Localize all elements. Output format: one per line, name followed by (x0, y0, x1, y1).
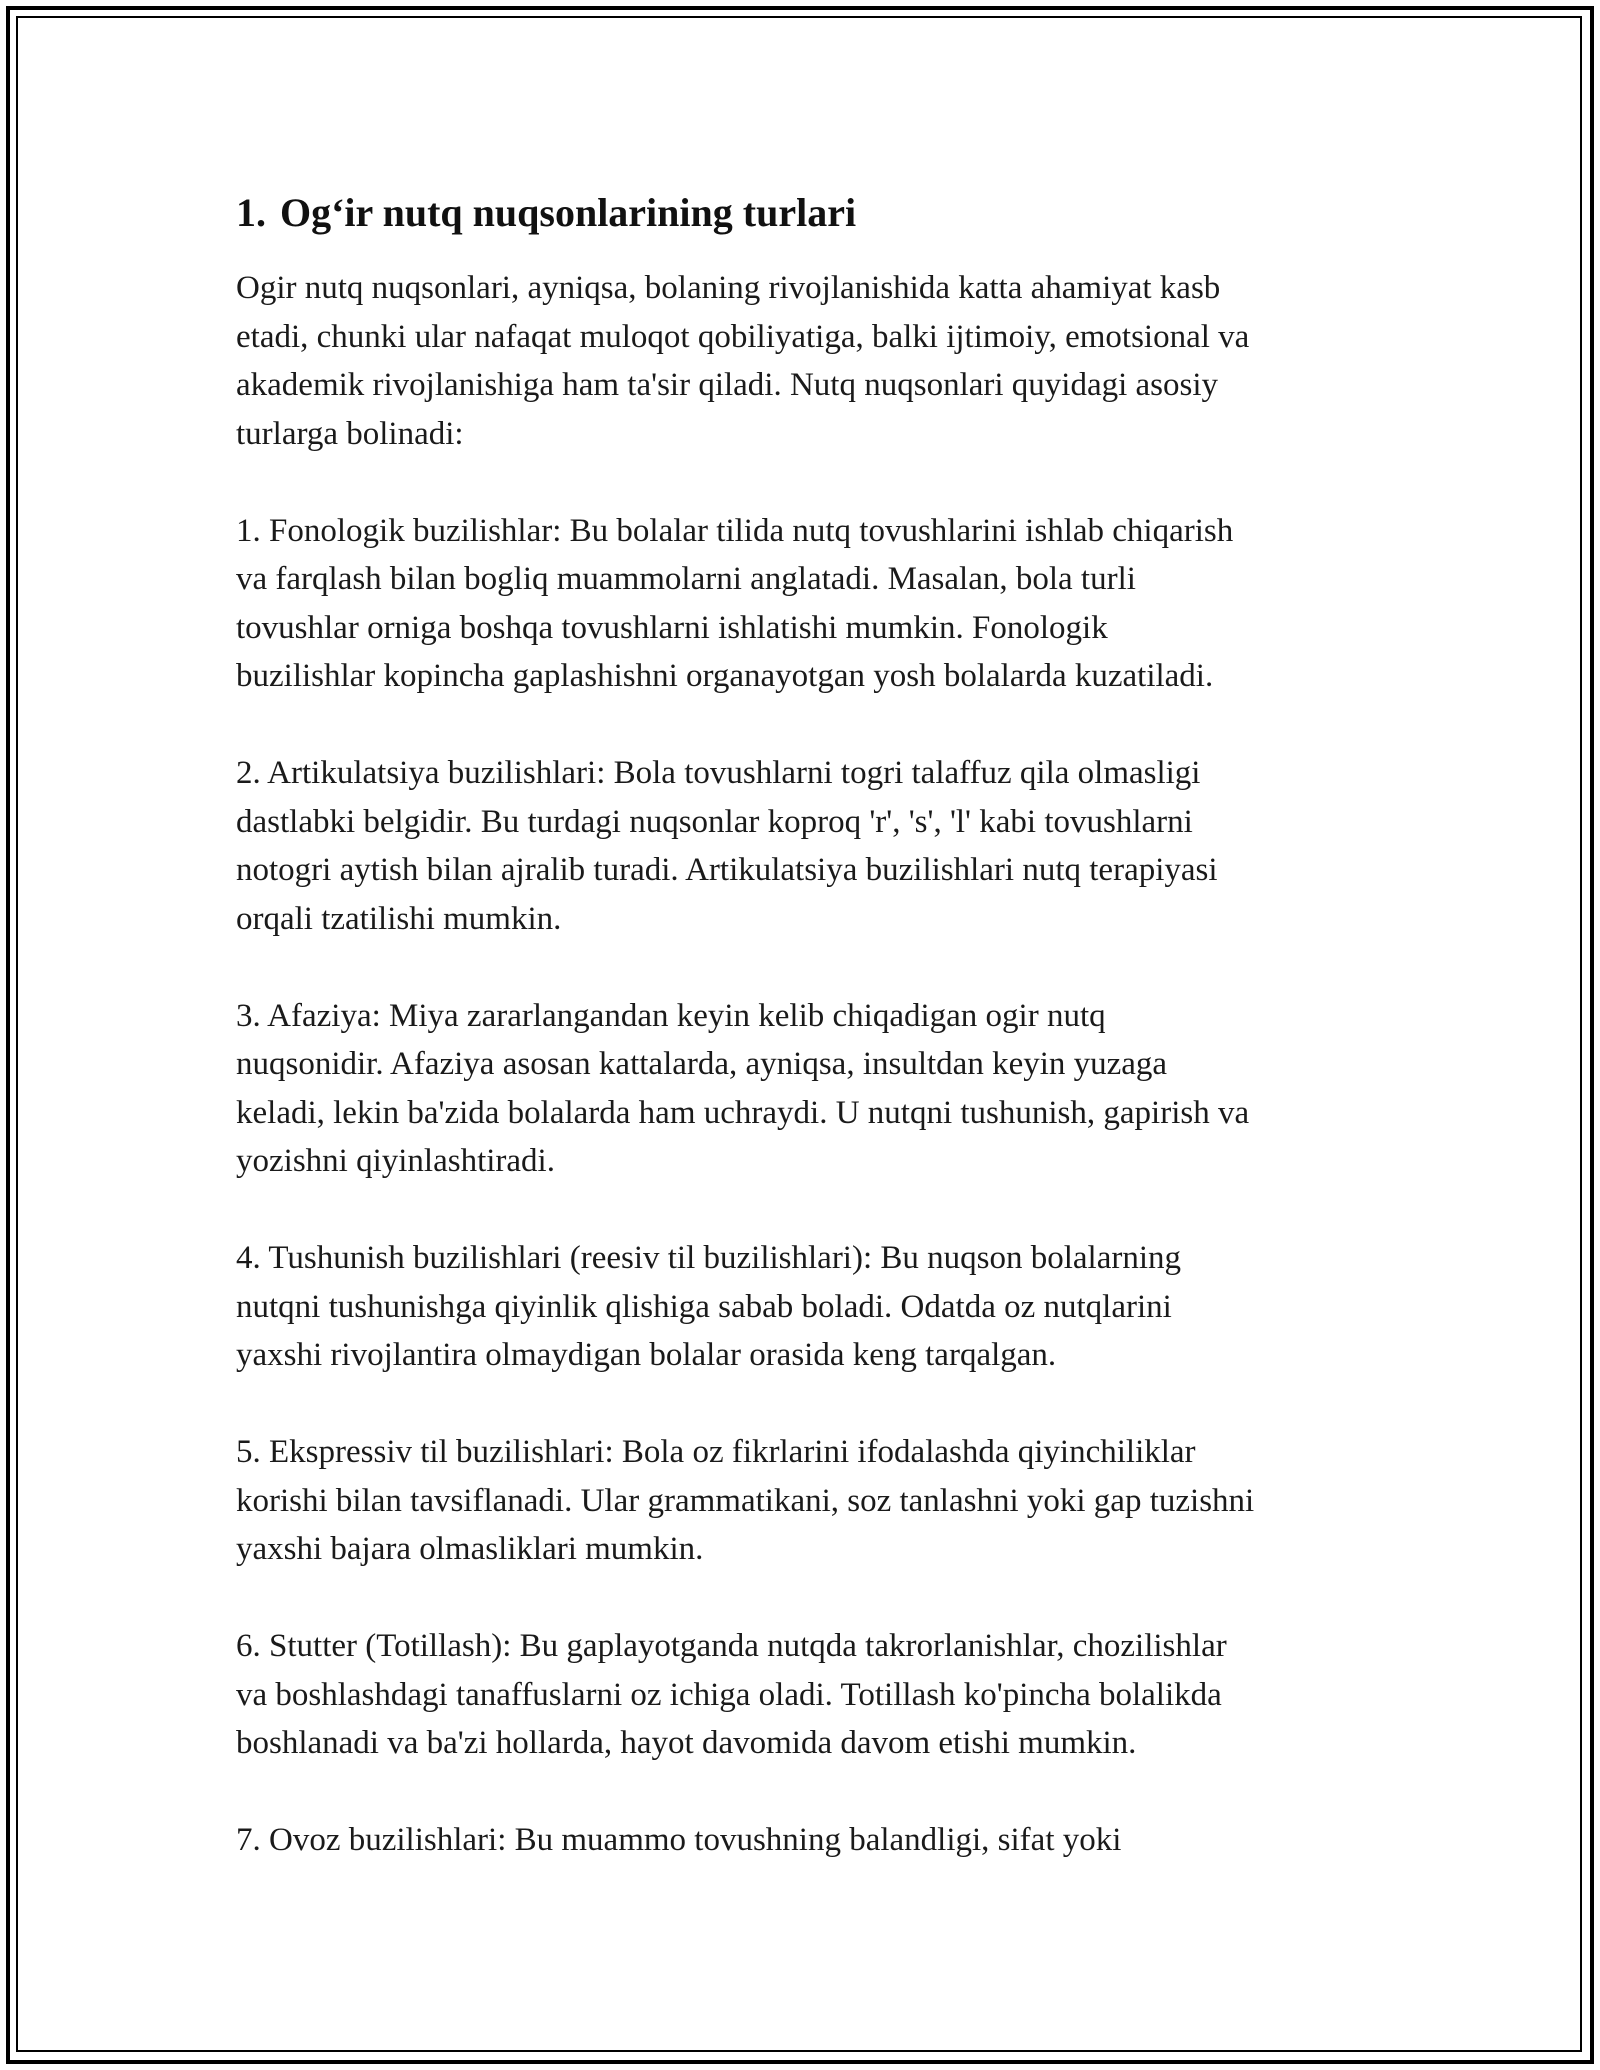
text-line: 7. Ovoz buzilishlari: Bu muammo tovushning balandligi, sifat yoki (236, 1822, 1122, 1858)
text-line: notogri aytish bilan ajralib turadi. Artikulatsiya buzilishlari nutq terapiyasi (236, 852, 1218, 888)
text-line: 5. Ekspressiv til buzilishlari: Bola oz fikrlarini ifodalashda qiyinchiliklar (236, 1434, 1196, 1470)
text-line: buzilishlar kopincha gaplashishni organayotgan yosh bolalarda kuzatiladi. (236, 658, 1214, 694)
text-line: yozishni qiyinlashtiradi. (236, 1143, 555, 1179)
text-line: keladi, lekin ba'zida bolalarda ham uchraydi. U nutqni tushunish, gapirish va (236, 1094, 1250, 1131)
item-fonologik (236, 507, 1386, 701)
text-line: korishi bilan tavsiflanadi. Ular grammatikani, soz tanlashni yoki gap tuzishni (236, 1482, 1255, 1519)
section-number: 1. (236, 190, 266, 235)
text-line: akademik rivojlanishiga ham ta'sir qiladi. Nutq nuqsonlari quyidagi asosiy (236, 367, 1219, 403)
intro-paragraph (236, 264, 1386, 458)
text-line: turlarga bolinadi: (236, 415, 464, 452)
item-tushunish (236, 1234, 1386, 1380)
section-heading (236, 186, 1386, 240)
text-line: nutqni tushunishga qiyinlik qlishiga sabab boladi. Odatda oz nutqlarini (236, 1288, 1172, 1325)
item-ovoz (236, 1816, 1386, 1865)
item-artikulatsiya (236, 749, 1386, 943)
text-line: va boshlashdagi tanaffuslarni oz ichiga oladi. Totillash ko'pincha bolalikda (236, 1676, 1222, 1713)
text-line: nuqsonidir. Afaziya asosan kattalarda, ayniqsa, insultdan keyin yuzaga (236, 1046, 1168, 1082)
text-line: va farqlash bilan bogliq muammolarni anglatadi. Masalan, bola turli (236, 561, 1136, 597)
text-line: boshlanadi va ba'zi hollarda, hayot davomida davom etishi mumkin. (236, 1725, 1137, 1761)
text-line: dastlabki belgidir. Bu turdagi nuqsonlar koproq 'r', 's', 'l' kabi tovushlarni (236, 803, 1193, 840)
text-line: yaxshi bajara olmasliklari mumkin. (236, 1531, 704, 1567)
item-stutter (236, 1622, 1386, 1768)
text-line: 4. Tushunish buzilishlari (reesiv til buzilishlari): Bu nuqson bolalarning (236, 1240, 1182, 1276)
section-title: Og‘ir nutq nuqsonlarining turlari (280, 190, 857, 235)
item-afaziya (236, 992, 1386, 1186)
text-line: 2. Artikulatsiya buzilishlari: Bola tovushlarni togri talaffuz qila olmasligi (236, 755, 1201, 791)
text-line: 3. Afaziya: Miya zararlangandan keyin kelib chiqadigan ogir nutq (236, 997, 1106, 1034)
text-line: tovushlar orniga boshqa tovushlarni ishlatishi mumkin. Fonologik (236, 609, 1108, 646)
text-line: etadi, chunki ular nafaqat muloqot qobiliyatiga, balki ijtimoiy, emotsional va (236, 318, 1250, 355)
text-line: 6. Stutter (Totillash): Bu gaplayotganda nutqda takrorlanishlar, chozilishlar (236, 1628, 1227, 1664)
text-line: 1. Fonologik buzilishlar: Bu bolalar tilida nutq tovushlarini ishlab chiqarish (236, 512, 1234, 549)
text-line: Ogir nutq nuqsonlari, ayniqsa, bolaning rivojlanishida katta ahamiyat kasb (236, 270, 1221, 306)
text-line: orqali tzatilishi mumkin. (236, 900, 562, 937)
document-body (236, 186, 1386, 1913)
text-line: yaxshi rivojlantira olmaydigan bolalar orasida keng tarqalgan. (236, 1337, 1057, 1373)
item-ekspressiv (236, 1428, 1386, 1574)
